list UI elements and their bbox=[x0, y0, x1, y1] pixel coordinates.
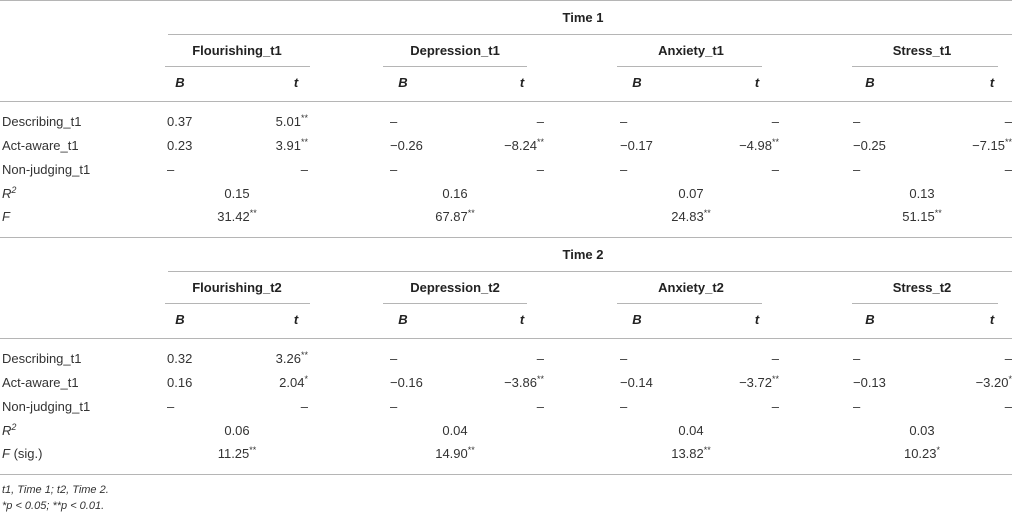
section-title-rule bbox=[168, 34, 1012, 35]
column-header-b: B bbox=[398, 75, 408, 90]
column-group-rule bbox=[165, 66, 310, 67]
f-letter: F bbox=[2, 446, 10, 461]
cell-t-value: – bbox=[771, 351, 779, 366]
column-header-t: t bbox=[293, 312, 299, 327]
cell-b-value: – bbox=[390, 351, 398, 366]
cell-t-value: −3.86** bbox=[504, 374, 544, 390]
column-group-rule bbox=[383, 303, 527, 304]
column-header-b: B bbox=[865, 75, 875, 90]
r-squared-value: 0.04 bbox=[442, 423, 468, 438]
cell-t-value: – bbox=[536, 351, 544, 366]
cell-b-value: – bbox=[620, 399, 628, 414]
column-group-rule bbox=[617, 303, 762, 304]
row-label: Act-aware_t1 bbox=[2, 375, 79, 390]
column-header-b: B bbox=[175, 75, 185, 90]
cell-t-value: – bbox=[1004, 162, 1012, 177]
cell-b-value: 0.16 bbox=[167, 375, 193, 390]
cell-t-value: −3.20* bbox=[975, 374, 1012, 390]
column-header-t: t bbox=[754, 75, 760, 90]
cell-b-value: – bbox=[390, 399, 398, 414]
f-letter: F bbox=[2, 209, 10, 224]
column-header-b: B bbox=[175, 312, 185, 327]
r-squared-letter: R bbox=[2, 423, 12, 438]
section-title: Time 1 bbox=[562, 10, 604, 25]
column-header-b: B bbox=[865, 312, 875, 327]
cell-t-value: −8.24** bbox=[504, 137, 544, 153]
column-group-rule bbox=[852, 66, 998, 67]
column-group-rule bbox=[852, 303, 998, 304]
column-group-header: Depression_t1 bbox=[410, 43, 500, 58]
r-squared-value: 0.15 bbox=[224, 186, 250, 201]
column-group-header: Flourishing_t2 bbox=[192, 280, 282, 295]
r-squared-value: 0.13 bbox=[909, 186, 935, 201]
cell-b-value: – bbox=[390, 114, 398, 129]
cell-t-value: 3.26** bbox=[275, 350, 308, 366]
column-group-rule bbox=[165, 303, 310, 304]
column-header-t: t bbox=[519, 75, 525, 90]
section-top-rule bbox=[0, 237, 1012, 238]
cell-t-value: – bbox=[771, 162, 779, 177]
r-squared-superscript: 2 bbox=[11, 422, 17, 432]
cell-b-value: 0.23 bbox=[167, 138, 193, 153]
cell-b-value: – bbox=[853, 351, 861, 366]
column-group-header: Flourishing_t1 bbox=[192, 43, 282, 58]
cell-t-value: – bbox=[536, 162, 544, 177]
cell-b-value: −0.25 bbox=[853, 138, 886, 153]
column-header-t: t bbox=[989, 75, 995, 90]
cell-b-value: −0.26 bbox=[390, 138, 423, 153]
section-title: Time 2 bbox=[562, 247, 604, 262]
cell-t-value: – bbox=[300, 399, 308, 414]
column-group-rule bbox=[617, 66, 762, 67]
cell-b-value: −0.17 bbox=[620, 138, 653, 153]
section-title-rule bbox=[168, 271, 1012, 272]
column-group-header: Stress_t1 bbox=[892, 43, 952, 58]
f-statistic-label bbox=[2, 209, 10, 225]
cell-b-value: −0.16 bbox=[390, 375, 423, 390]
cell-b-value: 0.32 bbox=[167, 351, 193, 366]
cell-b-value: 0.37 bbox=[167, 114, 193, 129]
cell-t-value: −4.98** bbox=[739, 137, 779, 153]
r-squared-value: 0.07 bbox=[678, 186, 704, 201]
cell-b-value: – bbox=[853, 114, 861, 129]
cell-t-value: – bbox=[771, 114, 779, 129]
column-header-t: t bbox=[293, 75, 299, 90]
cell-b-value: – bbox=[390, 162, 398, 177]
row-label: Non-judging_t1 bbox=[2, 399, 91, 414]
column-header-t: t bbox=[519, 312, 525, 327]
r-squared-letter: R bbox=[2, 186, 12, 201]
row-label: Describing_t1 bbox=[2, 114, 82, 129]
column-group-header: Anxiety_t1 bbox=[658, 43, 724, 58]
f-suffix: (sig.) bbox=[9, 446, 43, 461]
column-header-t: t bbox=[989, 312, 995, 327]
f-statistic-value: 13.82** bbox=[671, 445, 711, 461]
table-bottom-rule bbox=[0, 474, 1012, 475]
column-header-b: B bbox=[632, 312, 642, 327]
cell-t-value: −7.15** bbox=[972, 137, 1012, 153]
column-group-rule bbox=[383, 66, 527, 67]
f-statistic-value: 11.25** bbox=[217, 445, 257, 461]
column-header-b: B bbox=[632, 75, 642, 90]
column-header-t: t bbox=[754, 312, 760, 327]
cell-b-value: – bbox=[167, 162, 175, 177]
cell-t-value: – bbox=[1004, 351, 1012, 366]
cell-t-value: – bbox=[536, 399, 544, 414]
header-bottom-rule bbox=[0, 101, 1012, 102]
column-group-header: Stress_t2 bbox=[892, 280, 952, 295]
f-statistic-value: 67.87** bbox=[435, 208, 475, 224]
cell-b-value: – bbox=[620, 351, 628, 366]
footnote-abbreviations: t1, Time 1; t2, Time 2. bbox=[2, 484, 109, 496]
row-label: Describing_t1 bbox=[2, 351, 82, 366]
r-squared-value: 0.06 bbox=[224, 423, 250, 438]
cell-t-value: 3.91** bbox=[275, 137, 308, 153]
f-statistic-value: 51.15** bbox=[902, 208, 942, 224]
f-statistic-value: 31.42** bbox=[217, 208, 257, 224]
cell-t-value: −3.72** bbox=[739, 374, 779, 390]
column-group-header: Depression_t2 bbox=[410, 280, 500, 295]
cell-b-value: – bbox=[853, 399, 861, 414]
column-group-header: Anxiety_t2 bbox=[658, 280, 724, 295]
header-bottom-rule bbox=[0, 338, 1012, 339]
section-top-rule bbox=[0, 0, 1012, 1]
column-header-b: B bbox=[398, 312, 408, 327]
r-squared-superscript: 2 bbox=[11, 185, 17, 195]
r-squared-value: 0.16 bbox=[442, 186, 468, 201]
cell-b-value: −0.14 bbox=[620, 375, 653, 390]
r-squared-value: 0.03 bbox=[909, 423, 935, 438]
cell-t-value: – bbox=[771, 399, 779, 414]
f-statistic-value: 10.23* bbox=[903, 445, 941, 461]
cell-b-value: – bbox=[620, 162, 628, 177]
cell-t-value: 2.04* bbox=[279, 374, 308, 390]
cell-t-value: 5.01** bbox=[275, 113, 308, 129]
f-statistic-value: 14.90** bbox=[435, 445, 475, 461]
r-squared-label bbox=[2, 186, 16, 202]
f-statistic-value: 24.83** bbox=[671, 208, 711, 224]
footnote-significance: *p < 0.05; **p < 0.01. bbox=[2, 500, 105, 512]
row-label: Act-aware_t1 bbox=[2, 138, 79, 153]
cell-t-value: – bbox=[1004, 399, 1012, 414]
f-statistic-label bbox=[2, 446, 42, 462]
cell-b-value: −0.13 bbox=[853, 375, 886, 390]
row-label: Non-judging_t1 bbox=[2, 162, 91, 177]
r-squared-value: 0.04 bbox=[678, 423, 704, 438]
cell-b-value: – bbox=[620, 114, 628, 129]
cell-b-value: – bbox=[167, 399, 175, 414]
cell-t-value: – bbox=[536, 114, 544, 129]
r-squared-label bbox=[2, 423, 16, 439]
cell-b-value: – bbox=[853, 162, 861, 177]
cell-t-value: – bbox=[300, 162, 308, 177]
cell-t-value: – bbox=[1004, 114, 1012, 129]
